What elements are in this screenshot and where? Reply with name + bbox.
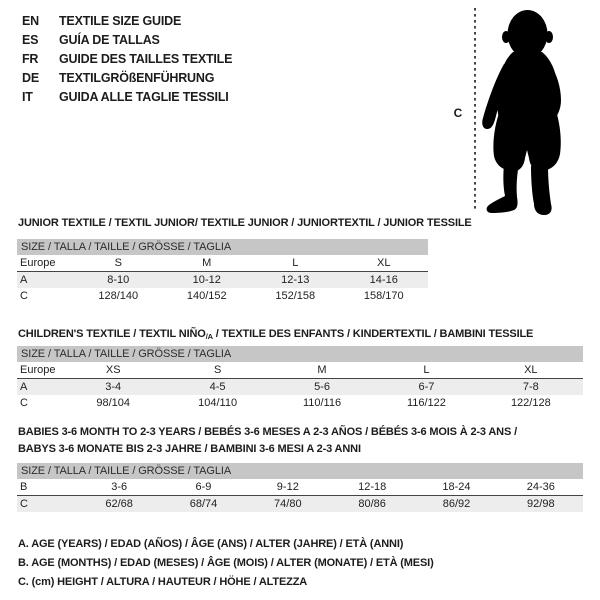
language-title: TEXTILE SIZE GUIDE xyxy=(59,14,182,28)
table-cell: 122/128 xyxy=(510,397,551,409)
column-header: 18-24 xyxy=(442,481,471,493)
column-header: M xyxy=(202,257,212,269)
language-row-de xyxy=(22,69,232,88)
children-title-prefix: CHILDREN'S TEXTILE / TEXTIL NIÑO xyxy=(18,328,206,340)
legend-line-b: B. AGE (MONTHS) / EDAD (MESES) / ÂGE (MOIS) / ALTER (MONATE) / ETÀ (MESI) xyxy=(18,557,434,569)
row-label: Europe xyxy=(20,257,56,269)
size-band: SIZE / TALLA / TAILLE / GRÖSSE / TAGLIA xyxy=(17,239,428,255)
junior-size-table xyxy=(17,239,428,304)
row-label: C xyxy=(20,498,28,510)
height-measure-label: C xyxy=(453,106,463,120)
table-cell: 62/68 xyxy=(105,498,133,510)
column-header: XL xyxy=(524,364,538,376)
table-row-height xyxy=(17,288,428,304)
size-band: SIZE / TALLA / TAILLE / GRÖSSE / TAGLIA xyxy=(17,463,583,479)
babies-title-line2: BABYS 3-6 MONATE BIS 2-3 JAHRE / BAMBINI 3-6 MESI A 2-3 ANNI xyxy=(18,443,361,455)
language-code: FR xyxy=(22,52,39,66)
table-cell: 3-4 xyxy=(105,381,122,393)
table-cell: 6-7 xyxy=(418,381,435,393)
language-code: DE xyxy=(22,71,39,85)
column-header: 24-36 xyxy=(526,481,555,493)
column-header: S xyxy=(114,257,122,269)
language-list xyxy=(22,12,232,107)
legend-line-c: C. (cm) HEIGHT / ALTURA / HAUTEUR / HÖHE / ALTEZZA xyxy=(18,576,308,588)
babies-table-title xyxy=(18,424,517,458)
row-label: C xyxy=(20,397,28,409)
column-header: 9-12 xyxy=(276,481,299,493)
table-cell: 68/74 xyxy=(189,498,218,510)
row-label: A xyxy=(20,274,28,286)
column-header: 3-6 xyxy=(111,481,128,493)
table-cell: 10-12 xyxy=(192,274,221,286)
language-title: GUÍA DE TALLAS xyxy=(59,33,160,47)
row-label: B xyxy=(20,481,28,493)
column-header: 12-18 xyxy=(358,481,387,493)
children-title-subscript: /A xyxy=(205,332,213,341)
column-header: M xyxy=(317,364,327,376)
table-cell: 80/86 xyxy=(358,498,386,510)
table-cell: 7-8 xyxy=(522,381,539,393)
table-row-height xyxy=(17,496,583,512)
table-header-row xyxy=(17,479,583,496)
column-header: L xyxy=(423,364,430,376)
language-title: TEXTILGRÖßENFÜHRUNG xyxy=(59,71,215,85)
language-title: GUIDA ALLE TAGLIE TESSILI xyxy=(59,90,229,104)
language-title: GUIDE DES TAILLES TEXTILE xyxy=(59,52,233,66)
table-cell: 104/110 xyxy=(198,397,238,409)
language-code: IT xyxy=(22,90,33,104)
children-table-title xyxy=(18,328,533,340)
table-header-row xyxy=(17,362,583,379)
language-row-fr xyxy=(22,50,232,69)
babies-size-table xyxy=(17,463,583,512)
table-cell: 8-10 xyxy=(107,274,130,286)
language-code: ES xyxy=(22,33,39,47)
table-cell: 128/140 xyxy=(98,290,139,302)
column-header: XL xyxy=(377,257,391,269)
table-cell: 86/92 xyxy=(442,498,471,510)
baby-silhouette-icon xyxy=(468,4,590,216)
size-band: SIZE / TALLA / TAILLE / GRÖSSE / TAGLIA xyxy=(17,346,583,362)
junior-table-title: JUNIOR TEXTILE / TEXTIL JUNIOR/ TEXTILE JUNIOR / JUNIORTEXTIL / JUNIOR TESSILE xyxy=(18,217,472,229)
column-header: XS xyxy=(105,364,121,376)
table-cell: 116/122 xyxy=(406,397,446,409)
table-cell: 14-16 xyxy=(369,274,398,286)
table-cell: 98/104 xyxy=(96,397,131,409)
row-label: A xyxy=(20,381,28,393)
language-row-it xyxy=(22,88,232,107)
language-row-es xyxy=(22,31,232,50)
table-cell: 5-6 xyxy=(314,381,330,393)
row-label: C xyxy=(20,290,28,302)
table-row-age xyxy=(17,379,583,395)
table-cell: 152/158 xyxy=(275,290,316,302)
children-title-suffix: / TEXTILE DES ENFANTS / KINDERTEXTIL / BAMBINI TESSILE xyxy=(212,328,534,340)
legend xyxy=(18,535,434,592)
column-header: S xyxy=(213,364,222,376)
language-row-en xyxy=(22,12,232,31)
table-cell: 140/152 xyxy=(186,290,227,302)
table-row-height xyxy=(17,395,583,411)
table-cell: 74/80 xyxy=(274,498,302,510)
table-cell: 4-5 xyxy=(209,381,226,393)
column-header: L xyxy=(292,257,299,269)
babies-title-line1: BABIES 3-6 MONTH TO 2-3 YEARS / BEBÉS 3-6 MESES A 2-3 AÑOS / BÉBÉS 3-6 MOIS À 2-3 ANS / xyxy=(18,426,517,438)
language-code: EN xyxy=(22,14,39,28)
column-header: 6-9 xyxy=(195,481,212,493)
legend-line-a: A. AGE (YEARS) / EDAD (AÑOS) / ÂGE (ANS) / ALTER (JAHRE) / ETÀ (ANNI) xyxy=(18,538,404,550)
table-cell: 158/170 xyxy=(363,290,404,302)
table-cell: 92/98 xyxy=(527,498,555,510)
table-row-age xyxy=(17,272,428,288)
table-cell: 110/116 xyxy=(302,397,342,409)
table-header-row xyxy=(17,255,428,272)
row-label: Europe xyxy=(20,364,56,376)
table-cell: 12-13 xyxy=(281,274,310,286)
children-size-table xyxy=(17,346,583,411)
